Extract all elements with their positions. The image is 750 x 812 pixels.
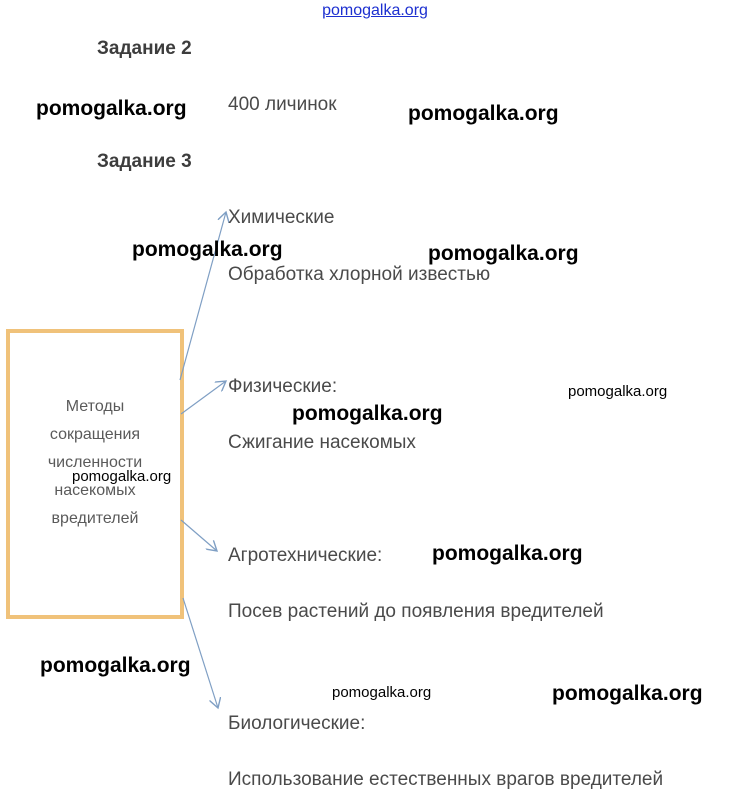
method-example: Сжигание насекомых [228,432,416,453]
box-line: насекомых [54,482,136,499]
method-example: Обработка хлорной известью [228,264,491,285]
method-title: Химические [228,207,335,228]
arrow-bio [183,598,218,708]
task-2-answer: 400 личинок [228,94,337,115]
watermark: pomogalka.org [408,102,559,125]
site-link[interactable]: pomogalka.org [322,2,428,19]
watermark: pomogalka.org [72,468,172,485]
watermark: pomogalka.org [428,242,579,265]
watermark: pomogalka.org [132,238,283,261]
method-title: Агротехнические: [228,545,383,566]
arrow-agro [181,520,217,551]
method-example: Посев растений до появления вредителей [228,601,604,622]
box-line: сокращения [49,426,141,443]
task-2-heading: Задание 2 [97,38,192,59]
watermark: pomogalka.org [552,682,703,705]
box-line: численности [47,454,143,471]
watermark: pomogalka.org [568,383,668,400]
watermark: pomogalka.org [40,654,191,677]
method-example: Использование естественных врагов вредителей [228,769,664,790]
watermark: pomogalka.org [332,684,432,701]
watermark: pomogalka.org [292,402,443,425]
watermark: pomogalka.org [36,97,187,120]
method-title: Физические: [228,376,338,397]
task-3-heading: Задание 3 [97,151,192,172]
watermark: pomogalka.org [432,542,583,565]
arrow-physical [181,381,226,414]
method-title: Биологические: [228,713,366,734]
box-line: вредителей [51,510,139,527]
box-line: Методы [65,398,125,415]
